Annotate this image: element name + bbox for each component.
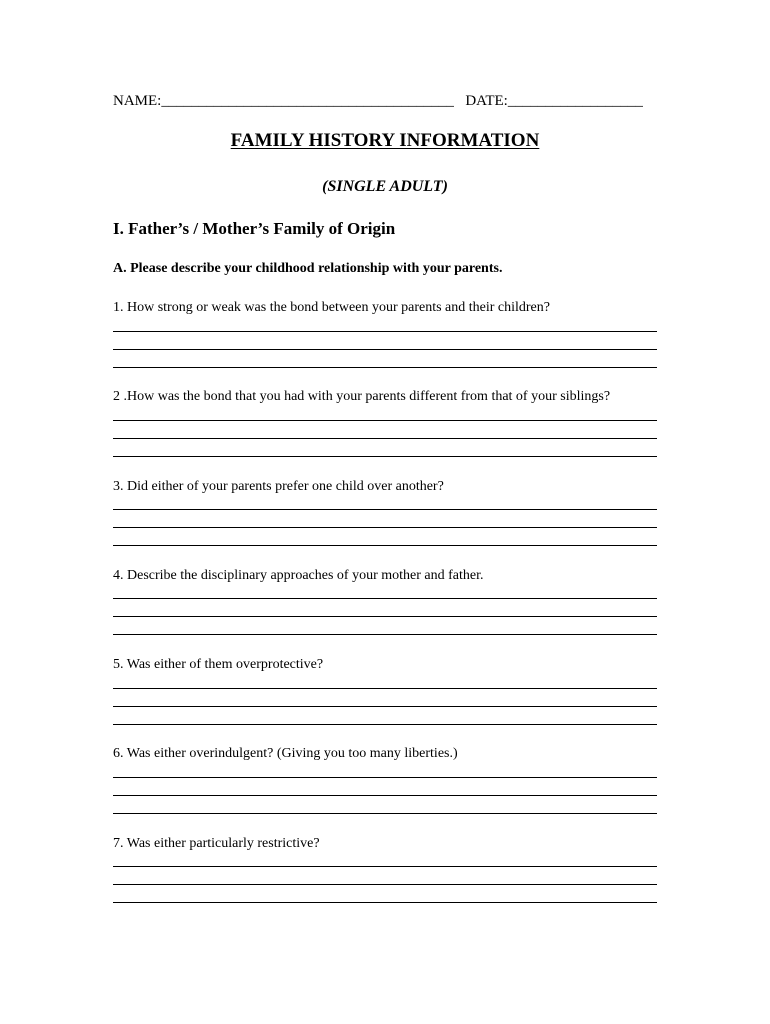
question-4	[113, 567, 673, 587]
answer-line[interactable]	[113, 884, 657, 885]
answer-line[interactable]	[113, 902, 657, 903]
date-label: DATE:	[465, 93, 508, 109]
answer-line[interactable]	[113, 331, 657, 332]
answer-line[interactable]	[113, 688, 657, 689]
question-text: 5. Was either of them overprotective?	[113, 657, 324, 672]
answer-line[interactable]	[113, 349, 657, 350]
date-field[interactable]: __________________	[507, 93, 643, 109]
answer-line[interactable]	[113, 616, 657, 617]
answer-line[interactable]	[113, 866, 657, 867]
question-text: 4. Describe the disciplinary approaches of your mother and father.	[113, 568, 484, 583]
answer-line[interactable]	[113, 724, 657, 725]
question-3	[113, 478, 673, 498]
answer-line[interactable]	[113, 438, 657, 439]
page-title: FAMILY HISTORY INFORMATION	[230, 130, 540, 151]
section-heading: I. Father’s / Mother’s Family of Origin	[113, 219, 396, 238]
question-text: 7. Was either particularly restrictive?	[113, 836, 320, 851]
answer-line[interactable]	[113, 706, 657, 707]
answer-line[interactable]	[113, 527, 657, 528]
question-5	[113, 656, 673, 676]
answer-line[interactable]	[113, 777, 657, 778]
answer-line[interactable]	[113, 813, 657, 814]
header-fields	[113, 93, 643, 110]
question-1	[113, 299, 673, 319]
answer-line[interactable]	[113, 420, 657, 421]
answer-line[interactable]	[113, 634, 657, 635]
name-label: NAME:	[113, 93, 162, 109]
answer-line[interactable]	[113, 795, 657, 796]
question-text: 3. Did either of your parents prefer one child over another?	[113, 479, 444, 494]
question-7	[113, 835, 673, 855]
name-field[interactable]: _______________________________________	[161, 93, 454, 109]
question-text: 1. How strong or weak was the bond between your parents and their children?	[113, 300, 550, 315]
page-subtitle: (SINGLE ADULT)	[322, 178, 448, 195]
question-text: 6. Was either overindulgent? (Giving you too many liberties.)	[113, 746, 458, 761]
answer-line[interactable]	[113, 545, 657, 546]
answer-line[interactable]	[113, 598, 657, 599]
answer-line[interactable]	[113, 509, 657, 510]
answer-line[interactable]	[113, 367, 657, 368]
question-2	[113, 388, 673, 408]
question-6	[113, 745, 673, 765]
answer-line[interactable]	[113, 456, 657, 457]
section-subheading: A. Please describe your childhood relationship with your parents.	[113, 261, 503, 276]
question-text: 2 .How was the bond that you had with your parents different from that of your siblings?	[113, 389, 611, 404]
